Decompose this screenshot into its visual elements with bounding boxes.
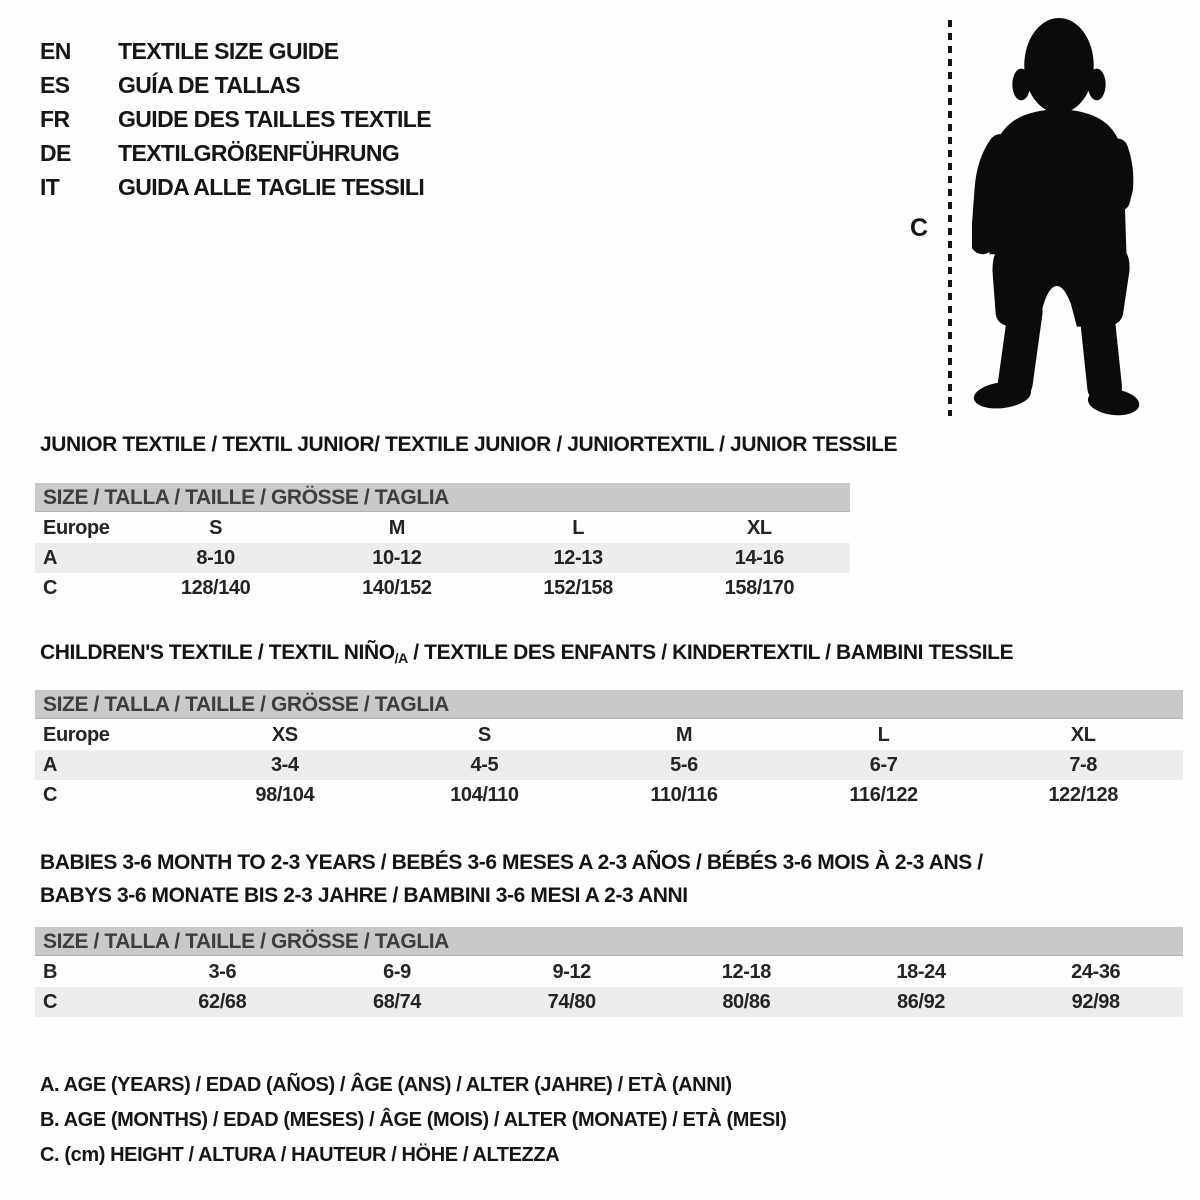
table-cell: 9-12	[552, 960, 591, 983]
language-code: ES	[40, 71, 70, 98]
table-row	[35, 957, 1183, 987]
toddler-silhouette-icon	[972, 14, 1140, 416]
language-code: IT	[40, 173, 60, 200]
table-cell: 140/152	[362, 576, 432, 599]
table-row	[35, 987, 1183, 1017]
legend-line-b: B. AGE (MONTHS) / EDAD (MESES) / ÂGE (MOIS) / ALTER (MONATE) / ETÀ (MESI)	[40, 1109, 787, 1131]
guide-title: TEXTILGRÖßENFÜHRUNG	[118, 139, 400, 166]
table-row	[35, 750, 1183, 780]
table-cell: XL	[1070, 723, 1096, 746]
legend	[40, 1068, 786, 1173]
children-section-title	[40, 641, 1013, 666]
guide-title: GUIDA ALLE TAGLIE TESSILI	[118, 173, 425, 200]
language-row	[40, 136, 431, 170]
table-row	[35, 780, 1183, 810]
junior-table	[35, 513, 850, 603]
table-cell: XL	[746, 516, 772, 539]
babies-table	[35, 957, 1183, 1017]
babies-size-header: SIZE / TALLA / TAILLE / GRÖSSE / TAGLIA	[35, 927, 1183, 956]
guide-title: GUÍA DE TALLAS	[118, 71, 300, 98]
height-measure-line	[948, 20, 952, 416]
table-cell: 24-36	[1071, 960, 1121, 983]
language-row	[40, 102, 431, 136]
children-title-suffix: / TEXTILE DES ENFANTS / KINDERTEXTIL / BAMBINI TESSILE	[407, 641, 1014, 664]
table-cell: 4-5	[470, 753, 499, 776]
table-cell: L	[572, 516, 585, 539]
junior-size-header: SIZE / TALLA / TAILLE / GRÖSSE / TAGLIA	[35, 483, 850, 512]
table-cell: 8-10	[196, 546, 235, 569]
babies-section-title-line2: BABYS 3-6 MONATE BIS 2-3 JAHRE / BAMBINI 3-6 MESI A 2-3 ANNI	[40, 884, 688, 907]
table-cell: 110/116	[650, 783, 718, 806]
table-row	[35, 543, 850, 573]
table-cell: 92/98	[1071, 990, 1120, 1013]
table-cell: 122/128	[1048, 783, 1118, 806]
table-cell: 12-18	[721, 960, 771, 983]
table-cell: 158/170	[724, 576, 795, 599]
table-cell: 152/158	[543, 576, 613, 599]
row-label: C	[43, 576, 58, 599]
table-cell: 6-9	[383, 960, 411, 983]
table-cell: 10-12	[372, 546, 422, 569]
table-row	[35, 513, 850, 543]
table-cell: 14-16	[734, 546, 784, 569]
legend-line-a: A. AGE (YEARS) / EDAD (AÑOS) / ÂGE (ANS) / ALTER (JAHRE) / ETÀ (ANNI)	[40, 1074, 732, 1096]
guide-title: TEXTILE SIZE GUIDE	[118, 37, 339, 64]
table-cell: S	[209, 516, 223, 539]
table-cell: M	[388, 516, 405, 539]
table-cell: 104/110	[450, 783, 519, 806]
row-label: A	[43, 546, 58, 569]
table-cell: 116/122	[849, 783, 918, 806]
language-code: DE	[40, 139, 71, 166]
language-code: EN	[40, 37, 71, 64]
language-code: FR	[40, 105, 70, 132]
table-cell: L	[877, 723, 890, 746]
table-cell: XS	[271, 723, 298, 746]
row-label: Europe	[43, 723, 110, 746]
children-size-header: SIZE / TALLA / TAILLE / GRÖSSE / TAGLIA	[35, 690, 1183, 719]
children-table	[35, 720, 1183, 810]
language-row	[40, 170, 431, 204]
table-cell: 68/74	[372, 990, 422, 1013]
table-cell: 12-13	[553, 546, 603, 569]
table-cell: 3-6	[208, 960, 237, 983]
row-label: Europe	[43, 516, 110, 539]
table-cell: 74/80	[547, 990, 596, 1013]
table-cell: 6-7	[869, 753, 898, 776]
row-label: A	[43, 753, 58, 776]
babies-section-title-line1: BABIES 3-6 MONTH TO 2-3 YEARS / BEBÉS 3-6 MESES A 2-3 AÑOS / BÉBÉS 3-6 MOIS À 2-3 ANS /	[40, 851, 983, 874]
junior-section-title: JUNIOR TEXTILE / TEXTIL JUNIOR/ TEXTILE JUNIOR / JUNIORTEXTIL / JUNIOR TESSILE	[40, 433, 898, 456]
table-row	[35, 720, 1183, 750]
table-cell: 7-8	[1069, 753, 1098, 776]
children-title-prefix: CHILDREN'S TEXTILE / TEXTIL NIÑO	[40, 641, 395, 664]
legend-line-c: C. (cm) HEIGHT / ALTURA / HAUTEUR / HÖHE / ALTEZZA	[40, 1144, 560, 1166]
children-title-subscript: /A	[394, 650, 408, 666]
table-cell: 62/68	[198, 990, 247, 1013]
table-cell: 5-6	[670, 753, 698, 776]
guide-title: GUIDE DES TAILLES TEXTILE	[118, 105, 431, 132]
height-measure-label: C	[910, 214, 929, 242]
row-label: C	[43, 990, 58, 1013]
language-row	[40, 68, 431, 102]
table-cell: 128/140	[180, 576, 251, 599]
table-cell: M	[675, 723, 693, 746]
table-cell: 3-4	[270, 753, 299, 776]
table-cell: 18-24	[896, 960, 946, 983]
row-label: C	[43, 783, 58, 806]
row-label: B	[43, 960, 58, 983]
table-cell: 86/92	[896, 990, 946, 1013]
language-row	[40, 34, 431, 68]
table-cell: 98/104	[255, 783, 315, 806]
language-title-list	[40, 34, 431, 204]
table-row	[35, 573, 850, 603]
table-cell: S	[477, 723, 491, 746]
table-cell: 80/86	[722, 990, 771, 1013]
